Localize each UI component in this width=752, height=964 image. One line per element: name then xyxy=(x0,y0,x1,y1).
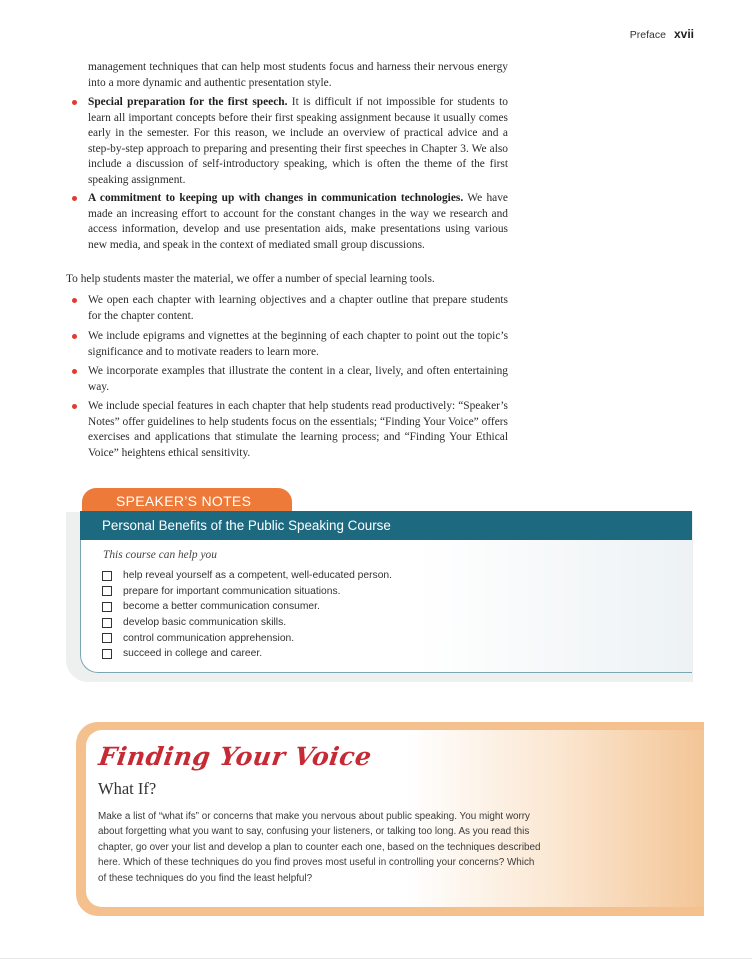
checklist-item-label: prepare for important communication situations. xyxy=(123,585,341,597)
checkbox-icon xyxy=(102,633,112,643)
bullet-dot xyxy=(72,100,77,105)
checklist-item-label: control communication apprehension. xyxy=(123,632,295,644)
finding-voice-logo: Finding Your Voice xyxy=(96,742,374,771)
body-line: here. Which of these techniques do you find proves most useful in controlling your concerns? Which xyxy=(98,857,535,869)
learning-tools-intro: To help students master the material, we offer a number of special learning tools. xyxy=(66,273,435,285)
checklist-item-label: become a better communication consumer. xyxy=(123,601,320,613)
learning-tool-item xyxy=(72,329,508,360)
checkbox-icon xyxy=(102,618,112,628)
feature-bullet xyxy=(72,191,508,253)
checklist-item xyxy=(102,599,392,615)
learning-tool-text: We include special features in each chapter that help students read productively: “Speaker’s Notes” offer guidelines to help students focus on the essentials; “Finding Your Voice” offers exercises and applications that stimulate the learning process; and “Finding Your Ethical Voice” heightens ethical sensitivity. xyxy=(88,400,508,459)
speakers-notes-title: Personal Benefits of the Public Speaking Course xyxy=(80,511,692,540)
bullet-text xyxy=(88,95,508,188)
learning-tool-text: We include epigrams and vignettes at the beginning of each chapter to point out the topic’s significance and to motivate readers to learn more. xyxy=(88,330,508,358)
finding-voice-title: What If? xyxy=(98,779,157,798)
body-line: Make a list of “what ifs” or concerns that make you nervous about public speaking. You might worry xyxy=(98,811,530,822)
checklist-item xyxy=(102,584,392,600)
checklist-item xyxy=(102,646,392,662)
learning-tool-item xyxy=(72,399,508,461)
bullet-body: It is difficult if not impossible for students to learn all important concepts before their first speaking assignment because it usually comes early in the semester. For this reason, we include an overview of practical advice and a step-by-step approach to preparing and presenting their first speeches in Chapter 3. We also include a discussion of self-introductory speaking, which is often the theme of the first speaking assignment. xyxy=(88,96,508,186)
learning-tool-text: We open each chapter with learning objectives and a chapter outline that prepare students for the chapter content. xyxy=(88,294,508,322)
running-head xyxy=(630,27,694,41)
bullet-lead: Special preparation for the first speech. xyxy=(88,96,288,108)
page-number: xvii xyxy=(673,27,694,41)
body-line: about forgetting what you want to say, confusing your listeners, or talking too long. As you read this xyxy=(98,826,530,838)
checklist-item xyxy=(102,615,392,631)
bullet-lead: A commitment to keeping up with changes in communication technologies. xyxy=(88,192,464,204)
page-bottom-rule xyxy=(0,958,752,959)
checkbox-icon xyxy=(102,602,112,612)
learning-tool-item xyxy=(72,293,508,324)
bullet-dot xyxy=(72,404,77,409)
continuation-paragraph: management techniques that can help most students focus and harness their nervous energy into a more dynamic and authentic presentation style. xyxy=(88,61,508,89)
checklist-item xyxy=(102,630,392,646)
bullet-dot xyxy=(72,334,77,339)
checklist-item-label: help reveal yourself as a competent, well-educated person. xyxy=(123,570,393,582)
feature-bullet xyxy=(72,95,508,188)
learning-tool-item xyxy=(72,364,508,395)
speakers-notes-intro: This course can help you xyxy=(103,549,217,561)
learning-tool-text: We incorporate examples that illustrate the content in a clear, lively, and often entertaining way. xyxy=(88,365,508,393)
checkbox-icon xyxy=(102,649,112,659)
checklist-item-label: develop basic communication skills. xyxy=(123,617,287,629)
body-line: of these techniques do you find the least helpful? xyxy=(98,872,313,884)
checklist-item-label: succeed in college and career. xyxy=(123,648,263,660)
checkbox-icon xyxy=(102,571,112,581)
speakers-notes-checklist xyxy=(102,568,392,662)
bullet-dot xyxy=(72,369,77,374)
bullet-dot xyxy=(72,298,77,303)
bullet-body: We have made an increasing effort to account for the constant changes in the way we research and access information, develop and use presentation aids, make presentations using various new media, and speak in the context of mediated small group discussions. xyxy=(88,192,508,251)
section-label: Preface xyxy=(629,29,666,41)
finding-voice-body xyxy=(98,809,578,886)
bullet-dot xyxy=(72,196,77,201)
bullet-text xyxy=(88,191,508,253)
checkbox-icon xyxy=(102,586,112,596)
body-line: chapter, go over your list and develop a plan to counter each one, based on the techniques described xyxy=(98,841,541,853)
speakers-notes-tab: SPEAKER’S NOTES xyxy=(82,488,292,514)
checklist-item xyxy=(102,568,392,584)
